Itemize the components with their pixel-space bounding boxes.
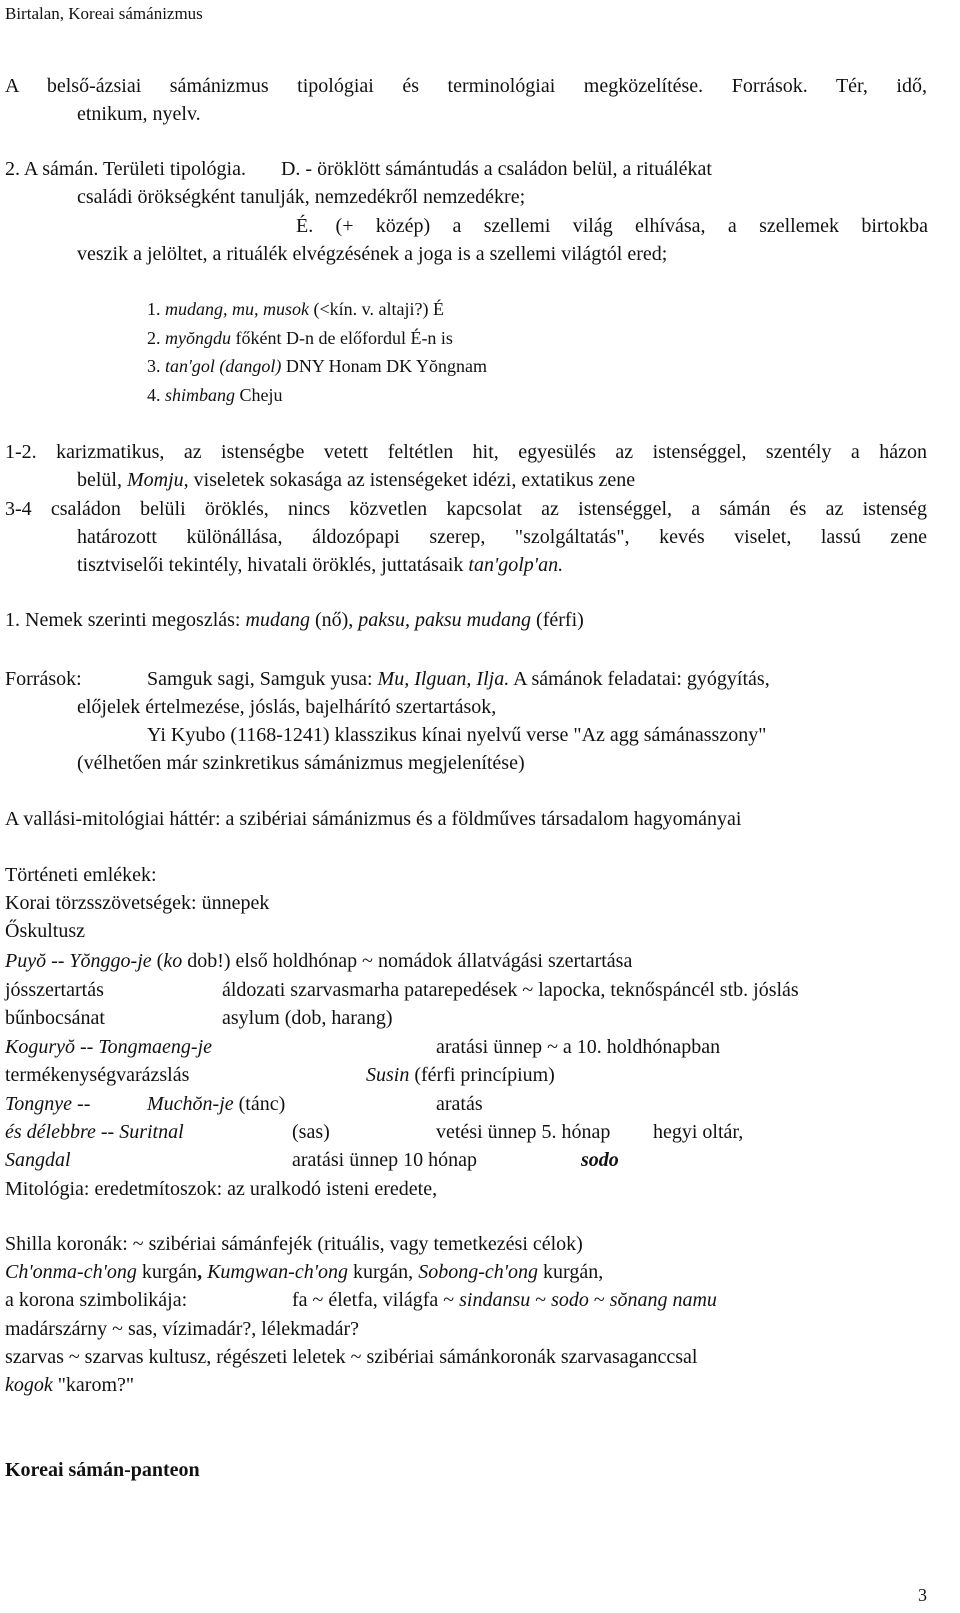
text-line: (vélhetően már szinkretikus sámánizmus megjelenítése) bbox=[77, 752, 525, 774]
text-line: 1. Nemek szerinti megoszlás: mudang (nő), paksu, paksu mudang (férfi) bbox=[5, 609, 584, 631]
text-line: (sas) bbox=[292, 1121, 330, 1143]
text-line: madárszárny ~ sas, vízimadár?, lélekmadár? bbox=[5, 1318, 359, 1340]
text-line: aratási ünnep ~ a 10. holdhónapban bbox=[436, 1036, 721, 1058]
text-line: asylum (dob, harang) bbox=[222, 1007, 393, 1029]
text-line: Samguk sagi, Samguk yusa: Mu, Ilguan, Ilja. A sámánok feladatai: gyógyítás, bbox=[147, 668, 770, 690]
text-line: szarvas ~ szarvas kultusz, régészeti leletek ~ szibériai sámánkoronák szarvasaganccsal bbox=[5, 1346, 698, 1368]
text-line: Mitológia: eredetmítoszok: az uralkodó isteni eredete, bbox=[5, 1178, 438, 1200]
text-line: Puyŏ -- Yŏnggo-je (ko dob!) első holdhónap ~ nomádok állatvágási szertartása bbox=[5, 950, 633, 972]
text-line: Muchŏn-je (tánc) bbox=[147, 1093, 286, 1115]
text-line: A vallási-mitológiai háttér: a szibériai sámánizmus és a földműves társadalom hagyományai bbox=[5, 808, 742, 830]
text-line: Tongnye -- bbox=[5, 1093, 91, 1115]
text-line: termékenységvarázslás bbox=[5, 1064, 190, 1086]
sources-label: Források: bbox=[5, 668, 82, 690]
text-line: bűnbocsánat bbox=[5, 1007, 105, 1029]
text-line: és délebbre -- Suritnal bbox=[5, 1121, 184, 1143]
text-line: vetési ünnep 5. hónap bbox=[436, 1121, 611, 1143]
text-line: É. (+ közép) a szellemi világ elhívása, a szellemek birtokba bbox=[296, 215, 928, 237]
text-line: Yi Kyubo (1168-1241) klasszikus kínai nyelvű verse "Az agg sámánasszony" bbox=[147, 724, 767, 746]
text-line: Történeti emlékek: bbox=[5, 864, 157, 886]
text-line: Shilla koronák: ~ szibériai sámánfejék (rituális, vagy temetkezési célok) bbox=[5, 1233, 583, 1255]
text-line: sodo bbox=[581, 1149, 619, 1171]
page-header: Birtalan, Koreai sámánizmus bbox=[5, 4, 203, 23]
text-line: 2. A sámán. Területi tipológia. D. - öröklött sámántudás a családon belül, a rituálékat bbox=[5, 158, 712, 180]
text-line: kogok "karom?" bbox=[5, 1374, 135, 1396]
text-line: etnikum, nyelv. bbox=[77, 103, 201, 125]
text-line: aratási ünnep 10 hónap bbox=[292, 1149, 477, 1171]
text-line: Korai törzsszövetségek: ünnepek bbox=[5, 892, 270, 914]
list-item: 4. shimbang Cheju bbox=[147, 385, 283, 405]
text-line: A belső-ázsiai sámánizmus tipológiai és terminológiai megközelítése. Források. Tér, idő, bbox=[5, 75, 927, 97]
text-line: Susin (férfi princípium) bbox=[366, 1064, 555, 1086]
text-line: 3-4 családon belüli öröklés, nincs közvetlen kapcsolat az istenséggel, a sámán és az istenség bbox=[5, 498, 927, 520]
list-item: 2. myŏngdu főként D-n de előfordul É-n is bbox=[147, 328, 453, 348]
text-line: családi örökségként tanulják, nemzedékről nemzedékre; bbox=[77, 186, 526, 208]
text-line: belül, Momju, viseletek sokasága az istenségeket idézi, extatikus zene bbox=[77, 469, 636, 491]
text-line: tisztviselői tekintély, hivatali öröklés, juttatásaik tan'golp'an. bbox=[77, 554, 564, 576]
text-line: előjelek értelmezése, jóslás, bajelhárító szertartások, bbox=[77, 696, 497, 718]
text-line: fa ~ életfa, világfa ~ sindansu ~ sodo ~ sŏnang namu bbox=[292, 1289, 717, 1311]
text-line: Őskultusz bbox=[5, 920, 85, 942]
text-line: határozott különállása, áldozópapi szerep, "szolgáltatás", kevés viselet, lassú zene bbox=[77, 526, 927, 548]
text-line: Koguryŏ -- Tongmaeng-je bbox=[5, 1036, 213, 1058]
text-line: aratás bbox=[436, 1093, 483, 1115]
list-item: 1. mudang, mu, musok (<kín. v. altaji?) É bbox=[147, 299, 444, 319]
text-line: 1-2. karizmatikus, az istenségbe vetett feltétlen hit, egyesülés az istenséggel, szentély a házon bbox=[5, 441, 927, 463]
text-line: Sangdal bbox=[5, 1149, 71, 1171]
list-item: 3. tan'gol (dangol) DNY Honam DK Yŏngnam bbox=[147, 356, 487, 376]
text-line: áldozati szarvasmarha patarepedések ~ lapocka, teknőspáncél stb. jóslás bbox=[222, 979, 799, 1001]
section-heading: Koreai sámán-panteon bbox=[5, 1459, 200, 1481]
text-line: hegyi oltár, bbox=[653, 1121, 744, 1143]
text-line: a korona szimbolikája: bbox=[5, 1289, 188, 1311]
text-line: jósszertartás bbox=[5, 979, 104, 1001]
page-number: 3 bbox=[918, 1585, 927, 1605]
text-line: veszik a jelöltet, a rituálék elvégzésének a joga is a szellemi világtól ered; bbox=[77, 243, 668, 265]
text-line: Ch'onma-ch'ong kurgán, Kumgwan-ch'ong kurgán, Sobong-ch'ong kurgán, bbox=[5, 1261, 604, 1283]
